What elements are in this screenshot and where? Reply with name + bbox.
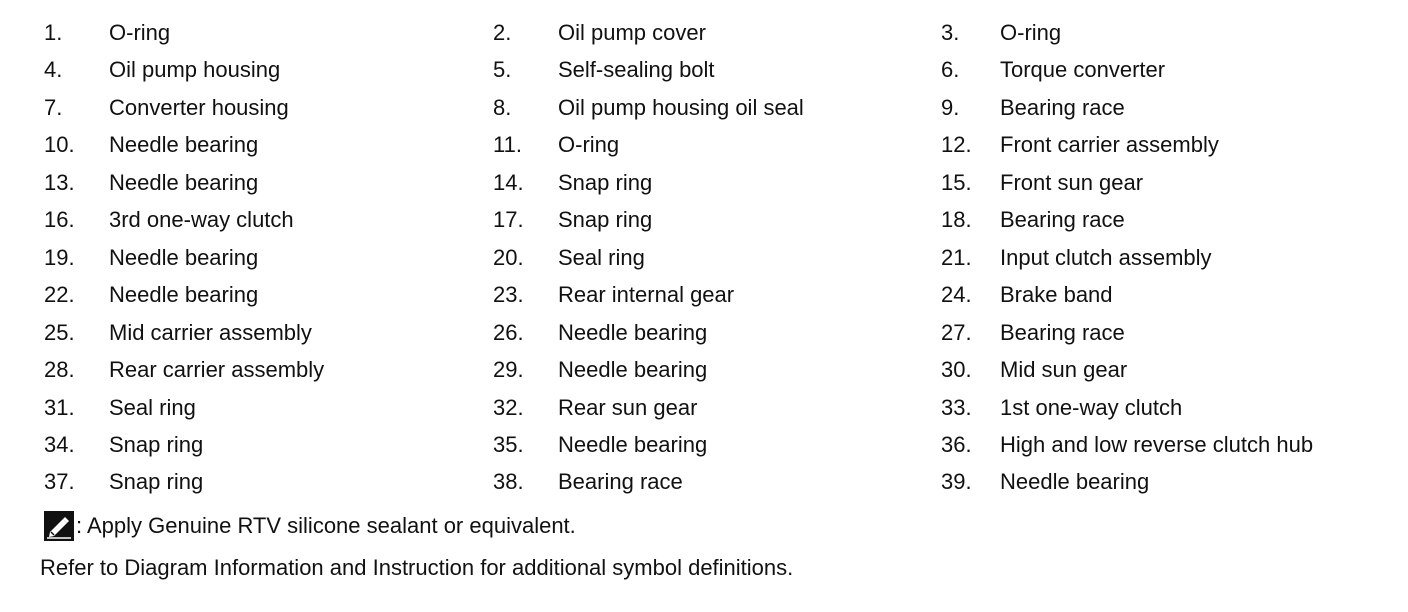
legend-item-label: Rear sun gear: [558, 394, 698, 420]
legend-item-number: 17.: [493, 207, 524, 233]
legend-item-label: Oil pump housing: [109, 57, 281, 83]
legend-item-number: 37.: [44, 469, 75, 495]
legend-item-label: Snap ring: [109, 469, 204, 495]
legend-row: [0, 201, 1408, 238]
legend-item-number: 6.: [941, 57, 960, 83]
legend-item-number: 36.: [941, 431, 972, 457]
legend-item-number: 34.: [44, 431, 75, 457]
legend-item-label: Needle bearing: [109, 169, 259, 195]
legend-item-label: Needle bearing: [558, 319, 708, 345]
legend-item-number: 8.: [493, 94, 512, 120]
legend-item-number: 21.: [941, 244, 972, 270]
legend-item-number: 9.: [941, 94, 960, 120]
legend-row: [0, 276, 1408, 313]
legend-item-number: 2.: [493, 20, 512, 45]
legend-item-label: Oil pump housing oil seal: [558, 94, 804, 120]
legend-item-number: 12.: [941, 132, 972, 158]
legend-item-number: 27.: [941, 319, 972, 345]
legend-item-number: 10.: [44, 132, 75, 158]
legend-item-label: O-ring: [1000, 20, 1062, 45]
legend-item-label: Snap ring: [558, 207, 653, 233]
sealant-note: [44, 508, 576, 544]
legend-item-number: 13.: [44, 169, 75, 195]
legend-item-number: 11.: [493, 132, 522, 158]
legend-item-number: 24.: [941, 282, 972, 308]
legend-item-number: 29.: [493, 357, 524, 383]
legend-item-number: 38.: [493, 469, 524, 495]
sealant-icon: [44, 511, 74, 541]
legend-item-label: Brake band: [1000, 282, 1113, 308]
legend-item-label: Self-sealing bolt: [558, 57, 715, 83]
legend-item-number: 28.: [44, 357, 75, 383]
legend-item-number: 3.: [941, 20, 960, 45]
legend-item-label: 1st one-way clutch: [1000, 394, 1183, 420]
legend-item-label: Mid carrier assembly: [109, 319, 312, 345]
legend-row: [0, 164, 1408, 201]
legend-item-number: 20.: [493, 244, 524, 270]
legend-item-number: 18.: [941, 207, 972, 233]
legend-item-number: 15.: [941, 169, 972, 195]
legend-item-number: 5.: [493, 57, 512, 83]
legend-item-number: 32.: [493, 394, 524, 420]
legend-row: [0, 426, 1408, 463]
legend-item-number: 31.: [44, 394, 75, 420]
legend-item-label: O-ring: [109, 20, 171, 45]
legend-item-number: 22.: [44, 282, 75, 308]
legend-item-label: Bearing race: [1000, 94, 1125, 120]
legend-item-label: Seal ring: [558, 244, 645, 270]
legend-item-label: Converter housing: [109, 94, 289, 120]
legend-item-label: Oil pump cover: [558, 20, 706, 45]
legend-row: [0, 351, 1408, 388]
legend-item-label: Rear carrier assembly: [109, 357, 325, 383]
legend-item-label: High and low reverse clutch hub: [1000, 431, 1314, 457]
legend-item-number: 26.: [493, 319, 524, 345]
parts-legend: [0, 14, 1408, 504]
legend-item-number: 35.: [493, 431, 524, 457]
legend-row: [0, 314, 1408, 351]
legend-item-label: O-ring: [558, 132, 620, 158]
legend-row: [0, 51, 1408, 88]
legend-item-number: 16.: [44, 207, 75, 233]
legend-row: [0, 239, 1408, 276]
legend-item-label: Mid sun gear: [1000, 357, 1128, 383]
legend-item-number: 39.: [941, 469, 972, 495]
legend-item-label: Input clutch assembly: [1000, 244, 1212, 270]
legend-row: [0, 89, 1408, 126]
legend-row: [0, 389, 1408, 426]
legend-row: [0, 463, 1408, 500]
legend-item-label: Seal ring: [109, 394, 196, 420]
legend-item-number: 7.: [44, 94, 63, 120]
legend-item-label: Rear internal gear: [558, 282, 735, 308]
legend-item-number: 19.: [44, 244, 75, 270]
legend-item-label: Front carrier assembly: [1000, 132, 1219, 158]
legend-item-label: Needle bearing: [1000, 469, 1150, 495]
legend-item-label: Needle bearing: [109, 244, 259, 270]
legend-item-label: 3rd one-way clutch: [109, 207, 294, 233]
legend-item-label: Snap ring: [109, 431, 204, 457]
legend-item-label: Needle bearing: [109, 132, 259, 158]
legend-item-number: 4.: [44, 57, 63, 83]
refer-note: Refer to Diagram Information and Instruction for additional symbol definitions.: [40, 555, 794, 580]
sealant-note-text: : Apply Genuine RTV silicone sealant or equivalent.: [76, 513, 576, 538]
legend-item-label: Needle bearing: [558, 357, 708, 383]
legend-row: [0, 14, 1408, 51]
legend-item-label: Front sun gear: [1000, 169, 1144, 195]
legend-item-number: 14.: [493, 169, 524, 195]
legend-item-label: Needle bearing: [558, 431, 708, 457]
legend-item-number: 33.: [941, 394, 972, 420]
legend-item-number: 30.: [941, 357, 972, 383]
legend-row: [0, 126, 1408, 163]
legend-item-number: 23.: [493, 282, 524, 308]
legend-item-number: 25.: [44, 319, 75, 345]
legend-item-number: 1.: [44, 20, 63, 45]
legend-item-label: Bearing race: [1000, 319, 1125, 345]
legend-item-label: Bearing race: [1000, 207, 1125, 233]
legend-item-label: Bearing race: [558, 469, 683, 495]
legend-item-label: Snap ring: [558, 169, 653, 195]
legend-item-label: Needle bearing: [109, 282, 259, 308]
legend-item-label: Torque converter: [1000, 57, 1166, 83]
